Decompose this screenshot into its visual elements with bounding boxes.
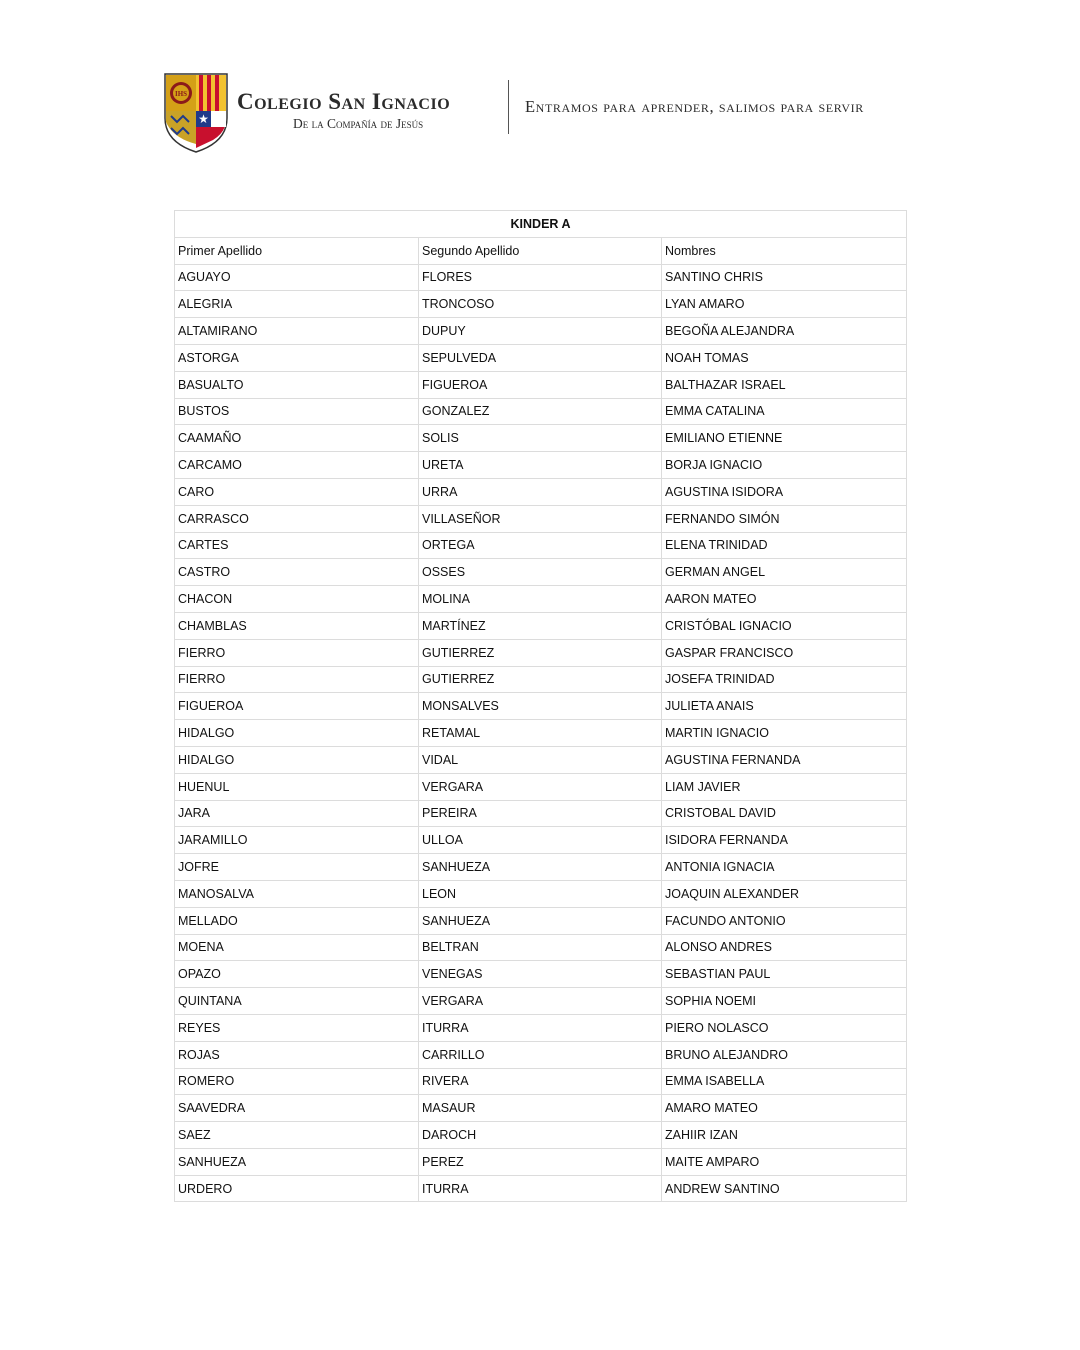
cell-segundo-apellido: CARRILLO bbox=[419, 1041, 662, 1068]
table-row bbox=[175, 1068, 907, 1095]
cell-segundo-apellido: TRONCOSO bbox=[419, 291, 662, 318]
table-row bbox=[175, 559, 907, 586]
school-crest-logo bbox=[163, 72, 229, 154]
table-title: KINDER A bbox=[175, 211, 907, 238]
table-row bbox=[175, 398, 907, 425]
cell-nombres: BEGOÑA ALEJANDRA bbox=[662, 318, 907, 345]
table-row bbox=[175, 1122, 907, 1149]
cell-primer-apellido: BUSTOS bbox=[175, 398, 419, 425]
table-row bbox=[175, 452, 907, 479]
cell-nombres: EMILIANO ETIENNE bbox=[662, 425, 907, 452]
cell-nombres: BORJA IGNACIO bbox=[662, 452, 907, 479]
cell-segundo-apellido: OSSES bbox=[419, 559, 662, 586]
table-row bbox=[175, 371, 907, 398]
column-header-nombres: Nombres bbox=[662, 237, 907, 264]
cell-segundo-apellido: MOLINA bbox=[419, 586, 662, 613]
table-row bbox=[175, 478, 907, 505]
cell-segundo-apellido: ULLOA bbox=[419, 827, 662, 854]
cell-primer-apellido: REYES bbox=[175, 1014, 419, 1041]
cell-primer-apellido: URDERO bbox=[175, 1175, 419, 1202]
cell-nombres: ALONSO ANDRES bbox=[662, 934, 907, 961]
cell-primer-apellido: CAAMAÑO bbox=[175, 425, 419, 452]
cell-nombres: MARTIN IGNACIO bbox=[662, 720, 907, 747]
cell-nombres: LYAN AMARO bbox=[662, 291, 907, 318]
cell-nombres: BALTHAZAR ISRAEL bbox=[662, 371, 907, 398]
table-row bbox=[175, 1095, 907, 1122]
cell-nombres: LIAM JAVIER bbox=[662, 773, 907, 800]
table-row bbox=[175, 988, 907, 1015]
cell-segundo-apellido: GONZALEZ bbox=[419, 398, 662, 425]
cell-segundo-apellido: GUTIERREZ bbox=[419, 666, 662, 693]
cell-primer-apellido: MELLADO bbox=[175, 907, 419, 934]
cell-nombres: AMARO MATEO bbox=[662, 1095, 907, 1122]
cell-nombres: AARON MATEO bbox=[662, 586, 907, 613]
cell-primer-apellido: JARAMILLO bbox=[175, 827, 419, 854]
cell-primer-apellido: BASUALTO bbox=[175, 371, 419, 398]
cell-primer-apellido: ASTORGA bbox=[175, 344, 419, 371]
cell-primer-apellido: FIERRO bbox=[175, 666, 419, 693]
table-row bbox=[175, 746, 907, 773]
cell-primer-apellido: CARRASCO bbox=[175, 505, 419, 532]
cell-nombres: ANDREW SANTINO bbox=[662, 1175, 907, 1202]
cell-segundo-apellido: RETAMAL bbox=[419, 720, 662, 747]
cell-nombres: CRISTOBAL DAVID bbox=[662, 800, 907, 827]
column-header-primer-apellido: Primer Apellido bbox=[175, 237, 419, 264]
table-row bbox=[175, 344, 907, 371]
cell-nombres: PIERO NOLASCO bbox=[662, 1014, 907, 1041]
svg-text:★: ★ bbox=[198, 112, 209, 126]
cell-segundo-apellido: MARTÍNEZ bbox=[419, 612, 662, 639]
cell-segundo-apellido: PEREIRA bbox=[419, 800, 662, 827]
cell-segundo-apellido: ORTEGA bbox=[419, 532, 662, 559]
cell-nombres: BRUNO ALEJANDRO bbox=[662, 1041, 907, 1068]
cell-nombres: SEBASTIAN PAUL bbox=[662, 961, 907, 988]
cell-primer-apellido: SAAVEDRA bbox=[175, 1095, 419, 1122]
cell-nombres: ZAHIIR IZAN bbox=[662, 1122, 907, 1149]
cell-nombres: GERMAN ANGEL bbox=[662, 559, 907, 586]
cell-primer-apellido: ROJAS bbox=[175, 1041, 419, 1068]
cell-primer-apellido: CHAMBLAS bbox=[175, 612, 419, 639]
cell-primer-apellido: FIGUEROA bbox=[175, 693, 419, 720]
cell-nombres: MAITE AMPARO bbox=[662, 1148, 907, 1175]
cell-segundo-apellido: ITURRA bbox=[419, 1175, 662, 1202]
table-row bbox=[175, 961, 907, 988]
cell-nombres: ISIDORA FERNANDA bbox=[662, 827, 907, 854]
cell-segundo-apellido: VIDAL bbox=[419, 746, 662, 773]
table-row bbox=[175, 425, 907, 452]
cell-primer-apellido: SAEZ bbox=[175, 1122, 419, 1149]
cell-primer-apellido: CARTES bbox=[175, 532, 419, 559]
table-row bbox=[175, 532, 907, 559]
cell-segundo-apellido: VENEGAS bbox=[419, 961, 662, 988]
cell-nombres: ANTONIA IGNACIA bbox=[662, 854, 907, 881]
cell-segundo-apellido: GUTIERREZ bbox=[419, 639, 662, 666]
table-row bbox=[175, 827, 907, 854]
cell-primer-apellido: MOENA bbox=[175, 934, 419, 961]
cell-primer-apellido: FIERRO bbox=[175, 639, 419, 666]
cell-segundo-apellido: MONSALVES bbox=[419, 693, 662, 720]
svg-text:IHS: IHS bbox=[174, 90, 188, 98]
cell-primer-apellido: HIDALGO bbox=[175, 746, 419, 773]
table-row bbox=[175, 318, 907, 345]
school-subtitle: De la Compañía de Jesús bbox=[293, 116, 424, 131]
cell-segundo-apellido: URETA bbox=[419, 452, 662, 479]
cell-segundo-apellido: SEPULVEDA bbox=[419, 344, 662, 371]
school-motto: Entramos para aprender, salimos para servir bbox=[525, 97, 864, 116]
cell-nombres: JULIETA ANAIS bbox=[662, 693, 907, 720]
table-row bbox=[175, 693, 907, 720]
table-row bbox=[175, 773, 907, 800]
cell-segundo-apellido: VERGARA bbox=[419, 988, 662, 1015]
table-row bbox=[175, 666, 907, 693]
cell-primer-apellido: CARO bbox=[175, 478, 419, 505]
table-row bbox=[175, 291, 907, 318]
table-row bbox=[175, 907, 907, 934]
cell-segundo-apellido: BELTRAN bbox=[419, 934, 662, 961]
cell-nombres: SOPHIA NOEMI bbox=[662, 988, 907, 1015]
table-row bbox=[175, 1175, 907, 1202]
cell-primer-apellido: HUENUL bbox=[175, 773, 419, 800]
cell-segundo-apellido: PEREZ bbox=[419, 1148, 662, 1175]
column-header-segundo-apellido: Segundo Apellido bbox=[419, 237, 662, 264]
table-row bbox=[175, 934, 907, 961]
cell-nombres: EMMA ISABELLA bbox=[662, 1068, 907, 1095]
cell-segundo-apellido: URRA bbox=[419, 478, 662, 505]
cell-primer-apellido: QUINTANA bbox=[175, 988, 419, 1015]
cell-nombres: NOAH TOMAS bbox=[662, 344, 907, 371]
cell-nombres: AGUSTINA FERNANDA bbox=[662, 746, 907, 773]
cell-nombres: FERNANDO SIMÓN bbox=[662, 505, 907, 532]
table-row bbox=[175, 854, 907, 881]
table-row bbox=[175, 1148, 907, 1175]
cell-primer-apellido: AGUAYO bbox=[175, 264, 419, 291]
cell-primer-apellido: JARA bbox=[175, 800, 419, 827]
cell-nombres: AGUSTINA ISIDORA bbox=[662, 478, 907, 505]
cell-primer-apellido: MANOSALVA bbox=[175, 880, 419, 907]
table-title-row bbox=[175, 211, 907, 238]
table-header-row bbox=[175, 237, 907, 264]
cell-primer-apellido: ALEGRIA bbox=[175, 291, 419, 318]
letterhead bbox=[163, 70, 923, 154]
cell-segundo-apellido: FIGUEROA bbox=[419, 371, 662, 398]
table-row bbox=[175, 1014, 907, 1041]
cell-segundo-apellido: VILLASEÑOR bbox=[419, 505, 662, 532]
cell-segundo-apellido: MASAUR bbox=[419, 1095, 662, 1122]
class-roster-table bbox=[174, 210, 907, 1202]
cell-segundo-apellido: LEON bbox=[419, 880, 662, 907]
cell-segundo-apellido: DUPUY bbox=[419, 318, 662, 345]
cell-primer-apellido: HIDALGO bbox=[175, 720, 419, 747]
table-row bbox=[175, 1041, 907, 1068]
table-row bbox=[175, 880, 907, 907]
cell-nombres: FACUNDO ANTONIO bbox=[662, 907, 907, 934]
cell-nombres: JOSEFA TRINIDAD bbox=[662, 666, 907, 693]
table-row bbox=[175, 505, 907, 532]
table-row bbox=[175, 612, 907, 639]
table-row bbox=[175, 639, 907, 666]
cell-primer-apellido: OPAZO bbox=[175, 961, 419, 988]
cell-segundo-apellido: SANHUEZA bbox=[419, 907, 662, 934]
cell-primer-apellido: CASTRO bbox=[175, 559, 419, 586]
cell-primer-apellido: JOFRE bbox=[175, 854, 419, 881]
cell-primer-apellido: CARCAMO bbox=[175, 452, 419, 479]
cell-segundo-apellido: ITURRA bbox=[419, 1014, 662, 1041]
cell-nombres: JOAQUIN ALEXANDER bbox=[662, 880, 907, 907]
table-row bbox=[175, 720, 907, 747]
cell-segundo-apellido: DAROCH bbox=[419, 1122, 662, 1149]
cell-segundo-apellido: SANHUEZA bbox=[419, 854, 662, 881]
cell-segundo-apellido: RIVERA bbox=[419, 1068, 662, 1095]
cell-primer-apellido: ALTAMIRANO bbox=[175, 318, 419, 345]
cell-segundo-apellido: SOLIS bbox=[419, 425, 662, 452]
cell-nombres: EMMA CATALINA bbox=[662, 398, 907, 425]
header-divider bbox=[508, 80, 509, 134]
cell-primer-apellido: SANHUEZA bbox=[175, 1148, 419, 1175]
table-row bbox=[175, 800, 907, 827]
cell-primer-apellido: CHACON bbox=[175, 586, 419, 613]
cell-nombres: GASPAR FRANCISCO bbox=[662, 639, 907, 666]
cell-nombres: SANTINO CHRIS bbox=[662, 264, 907, 291]
cell-nombres: ELENA TRINIDAD bbox=[662, 532, 907, 559]
cell-nombres: CRISTÓBAL IGNACIO bbox=[662, 612, 907, 639]
school-name: Colegio San Ignacio bbox=[237, 89, 451, 114]
table-row bbox=[175, 264, 907, 291]
cell-segundo-apellido: FLORES bbox=[419, 264, 662, 291]
table-row bbox=[175, 586, 907, 613]
table-body bbox=[175, 264, 907, 1202]
cell-segundo-apellido: VERGARA bbox=[419, 773, 662, 800]
cell-primer-apellido: ROMERO bbox=[175, 1068, 419, 1095]
